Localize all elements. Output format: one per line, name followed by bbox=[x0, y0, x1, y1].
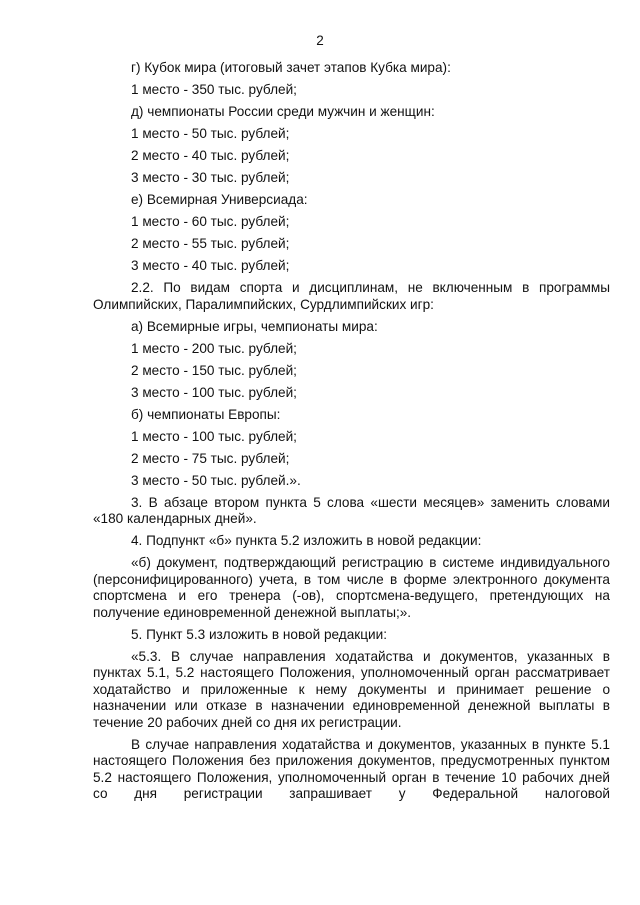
paragraph: 2 место - 40 тыс. рублей; bbox=[131, 148, 290, 163]
paragraph: е) Всемирная Универсиада: bbox=[131, 192, 308, 207]
paragraph: 4. Подпункт «б» пункта 5.2 изложить в новой редакции: bbox=[131, 533, 482, 548]
paragraph: 2 место - 75 тыс. рублей; bbox=[131, 450, 290, 466]
paragraph: 3 место - 100 тыс. рублей; bbox=[131, 384, 297, 400]
paragraph: 3 место - 40 тыс. рублей; bbox=[131, 258, 290, 273]
page-number: 2 bbox=[316, 33, 324, 48]
paragraph: б) чемпионаты Европы: bbox=[131, 406, 281, 422]
paragraph: 1 место - 100 тыс. рублей; bbox=[131, 428, 297, 444]
document-body bbox=[93, 60, 610, 808]
paragraph: «б) документ, подтверждающий регистрацию в системе индивидуального (персонифицированного) учета, в том числе в форме электронного документа спортсмена и его тренера (-ов), спортсмена-ведущего, претендующих на получение единовременной денежной выплаты;». bbox=[93, 555, 610, 620]
paragraph: В случае направления ходатайства и документов, указанных в пункте 5.1 настоящего Положения без приложения документов, предусмотренных пунктом 5.2 настоящего Положения, уполномоченный орган в течение 10 рабочих дней со дня регистрации запрашивает у Федеральной налоговой bbox=[93, 736, 610, 801]
paragraph: 1 место - 200 тыс. рублей; bbox=[131, 340, 297, 356]
paragraph: 1 место - 60 тыс. рублей; bbox=[131, 214, 290, 229]
paragraph: 2.2. По видам спорта и дисциплинам, не включенным в программы Олимпийских, Паралимпийских, Сурдлимпийских игр: bbox=[93, 280, 610, 312]
paragraph: 3. В абзаце втором пункта 5 слова «шести месяцев» заменить словами «180 календарных дней». bbox=[93, 494, 610, 526]
paragraph: 2 место - 150 тыс. рублей; bbox=[131, 362, 297, 378]
paragraph: 5. Пункт 5.3 изложить в новой редакции: bbox=[131, 626, 387, 642]
paragraph: г) Кубок мира (итоговый зачет этапов Кубка мира): bbox=[131, 60, 451, 75]
paragraph: «5.3. В случае направления ходатайства и документов, указанных в пунктах 5.1, 5.2 настоящего Положения, уполномоченный орган рассматривает ходатайство и приложенные к нему документы и принимает решение о назначении или отказе в назначении единовременной денежной выплаты в течение 20 рабочих дней со дня их регистрации. bbox=[93, 648, 610, 730]
paragraph: 3 место - 50 тыс. рублей.». bbox=[131, 472, 301, 488]
paragraph: д) чемпионаты России среди мужчин и женщин: bbox=[131, 104, 435, 119]
paragraph: 3 место - 30 тыс. рублей; bbox=[131, 170, 290, 185]
paragraph: а) Всемирные игры, чемпионаты мира: bbox=[131, 318, 378, 334]
paragraph: 1 место - 350 тыс. рублей; bbox=[131, 82, 297, 97]
paragraph: 1 место - 50 тыс. рублей; bbox=[131, 126, 290, 141]
paragraph: 2 место - 55 тыс. рублей; bbox=[131, 236, 290, 251]
